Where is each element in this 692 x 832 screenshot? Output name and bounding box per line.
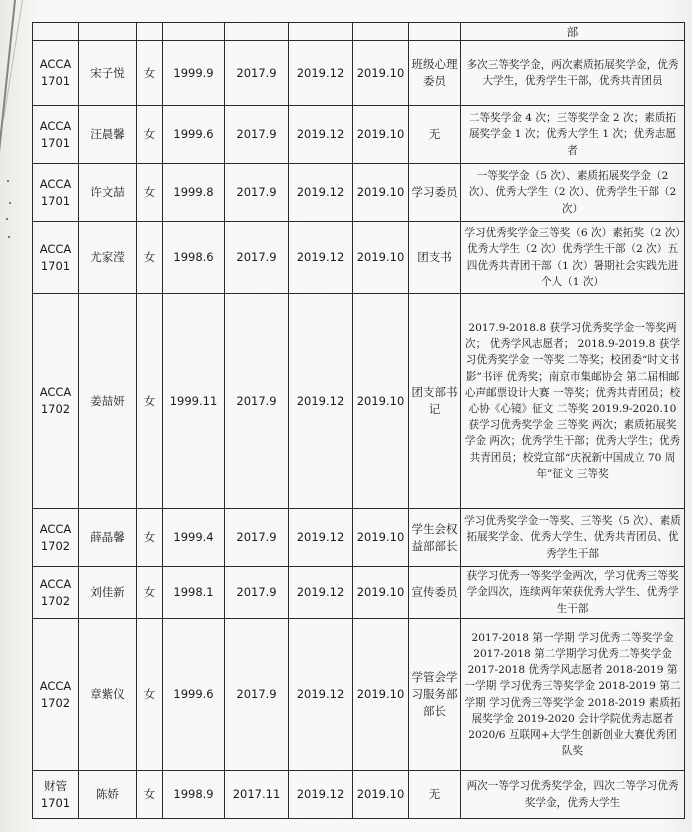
awards-cell: 多次三等奖学金，两次素质拓展奖学金，优秀大学生，优秀学生干部，优秀共青团员 [461,41,685,106]
position-cell: 团支部书记 [409,294,461,509]
awards-cell: 2017.9-2018.8 获学习优秀奖学金一等奖两次； 优秀学风志愿者； 2018.9-2019.8 获学习优秀奖学金 一等奖 二等奖；校团委“时文书影”书评 优秀奖；南京市集邮协会 第二届相邮心声邮票设计大赛 一等奖；优秀共青团员；校心协《心镜》征文 二等奖 2019.9-2020.10 获学习优秀奖学金 三等奖 两次；素质拓展奖学金 两次；优秀学生干部；优秀大学生；优秀共青团员；校党宣部“庆祝新中国成立 70 周年”征文 三等奖 [461,294,685,509]
awards-cell: 一等奖学金（5 次）、素质拓展奖学金（2 次）、优秀大学生（2 次）、优秀学生干部（2 次） [461,164,685,222]
enroll-date-cell: 2017.9 [225,619,289,771]
table-row [33,164,685,222]
table-row [33,619,685,771]
position-cell: 学管会学习服务部部长 [409,619,461,771]
date-a-cell: 2019.12 [289,222,353,294]
table-row [33,567,685,619]
header-fragment: 部 [461,23,685,41]
table-row [33,509,685,567]
awards-cell: 获学习优秀一等奖学金两次，学习优秀三等奖学金四次，连续两年荣获优秀大学生、优秀学生干部 [461,567,685,619]
class-cell: ACCA 1702 [33,294,79,509]
student-awards-table [32,22,685,819]
date-b-cell: 2019.10 [353,222,409,294]
awards-cell: 2017-2018 第一学期 学习优秀二等奖学金 2017-2018 第二学期学习优秀二等奖学金 2017-2018 优秀学风志愿者 2018-2019 第一学期 学习优秀三等奖学金 2018-2019 第二学期 学习优秀三等奖学金 2018-2019 素质拓展奖学金 2019-2020 会计学院优秀志愿者 2020/6 互联网+大学生创新创业大赛优秀团队奖 [461,619,685,771]
date-a-cell: 2019.12 [289,567,353,619]
enroll-date-cell: 2017.9 [225,222,289,294]
table-row [33,41,685,106]
position-cell: 学生会权益部部长 [409,509,461,567]
awards-cell: 两次一等学习优秀奖学金，四次二等学习优秀奖学金，优秀大学生 [461,771,685,819]
class-cell: 财管 1701 [33,771,79,819]
name-cell: 薛晶馨 [79,509,137,567]
date-b-cell: 2019.10 [353,106,409,164]
date-b-cell: 2019.10 [353,619,409,771]
table-row [33,771,685,819]
date-b-cell: 2019.10 [353,567,409,619]
gender-cell: 女 [137,164,163,222]
birth-date-cell: 1999.11 [163,294,225,509]
enroll-date-cell: 2017.9 [225,567,289,619]
position-cell: 无 [409,771,461,819]
date-b-cell: 2019.10 [353,41,409,106]
enroll-date-cell: 2017.9 [225,509,289,567]
date-b-cell: 2019.10 [353,294,409,509]
birth-date-cell: 1999.6 [163,619,225,771]
class-cell: ACCA 1702 [33,509,79,567]
enroll-date-cell: 2017.9 [225,106,289,164]
table-row [33,106,685,164]
gender-cell: 女 [137,509,163,567]
name-cell: 许文喆 [79,164,137,222]
class-cell: ACCA 1702 [33,619,79,771]
gender-cell: 女 [137,106,163,164]
date-a-cell: 2019.12 [289,164,353,222]
position-cell: 团支书 [409,222,461,294]
header-fragment-row [33,23,685,41]
birth-date-cell: 1999.4 [163,509,225,567]
date-a-cell: 2019.12 [289,771,353,819]
gender-cell: 女 [137,41,163,106]
awards-cell: 学习优秀奖学金一等奖、三等奖（5 次）、素质拓展奖学金、优秀大学生、优秀共青团员、优秀学生干部 [461,509,685,567]
gender-cell: 女 [137,619,163,771]
date-a-cell: 2019.12 [289,509,353,567]
date-a-cell: 2019.12 [289,41,353,106]
date-b-cell: 2019.10 [353,771,409,819]
table-row [33,222,685,294]
class-cell: ACCA 1701 [33,164,79,222]
class-cell: ACCA 1701 [33,106,79,164]
enroll-date-cell: 2017.11 [225,771,289,819]
date-a-cell: 2019.12 [289,294,353,509]
birth-date-cell: 1999.9 [163,41,225,106]
date-a-cell: 2019.12 [289,619,353,771]
date-a-cell: 2019.12 [289,106,353,164]
page-fold-mark [0,0,16,159]
name-cell: 陈娇 [79,771,137,819]
birth-date-cell: 1999.6 [163,106,225,164]
birth-date-cell: 1999.8 [163,164,225,222]
birth-date-cell: 1998.9 [163,771,225,819]
class-cell: ACCA 1702 [33,567,79,619]
name-cell: 尤家滢 [79,222,137,294]
class-cell: ACCA 1701 [33,222,79,294]
name-cell: 刘佳新 [79,567,137,619]
birth-date-cell: 1998.1 [163,567,225,619]
name-cell: 宋子悦 [79,41,137,106]
awards-cell: 学习优秀奖学金三等奖（6 次）素拓奖（2 次）优秀大学生（2 次）优秀学生干部（2 次）五四优秀共青团干部（1 次）暑期社会实践先进个人（1 次） [461,222,685,294]
table-row [33,294,685,509]
class-cell: ACCA 1701 [33,41,79,106]
position-cell: 班级心理委员 [409,41,461,106]
enroll-date-cell: 2017.9 [225,164,289,222]
gender-cell: 女 [137,771,163,819]
awards-cell: 二等奖学金 4 次；三等奖学金 2 次；素质拓展奖学金 1 次；优秀大学生 1 次；优秀志愿者 [461,106,685,164]
gender-cell: 女 [137,567,163,619]
enroll-date-cell: 2017.9 [225,41,289,106]
name-cell: 汪晨馨 [79,106,137,164]
position-cell: 无 [409,106,461,164]
date-b-cell: 2019.10 [353,509,409,567]
position-cell: 学习委员 [409,164,461,222]
gender-cell: 女 [137,222,163,294]
scan-specks [6,180,12,260]
date-b-cell: 2019.10 [353,164,409,222]
name-cell: 姜喆妍 [79,294,137,509]
position-cell: 宣传委员 [409,567,461,619]
name-cell: 章紫仪 [79,619,137,771]
birth-date-cell: 1998.6 [163,222,225,294]
gender-cell: 女 [137,294,163,509]
enroll-date-cell: 2017.9 [225,294,289,509]
